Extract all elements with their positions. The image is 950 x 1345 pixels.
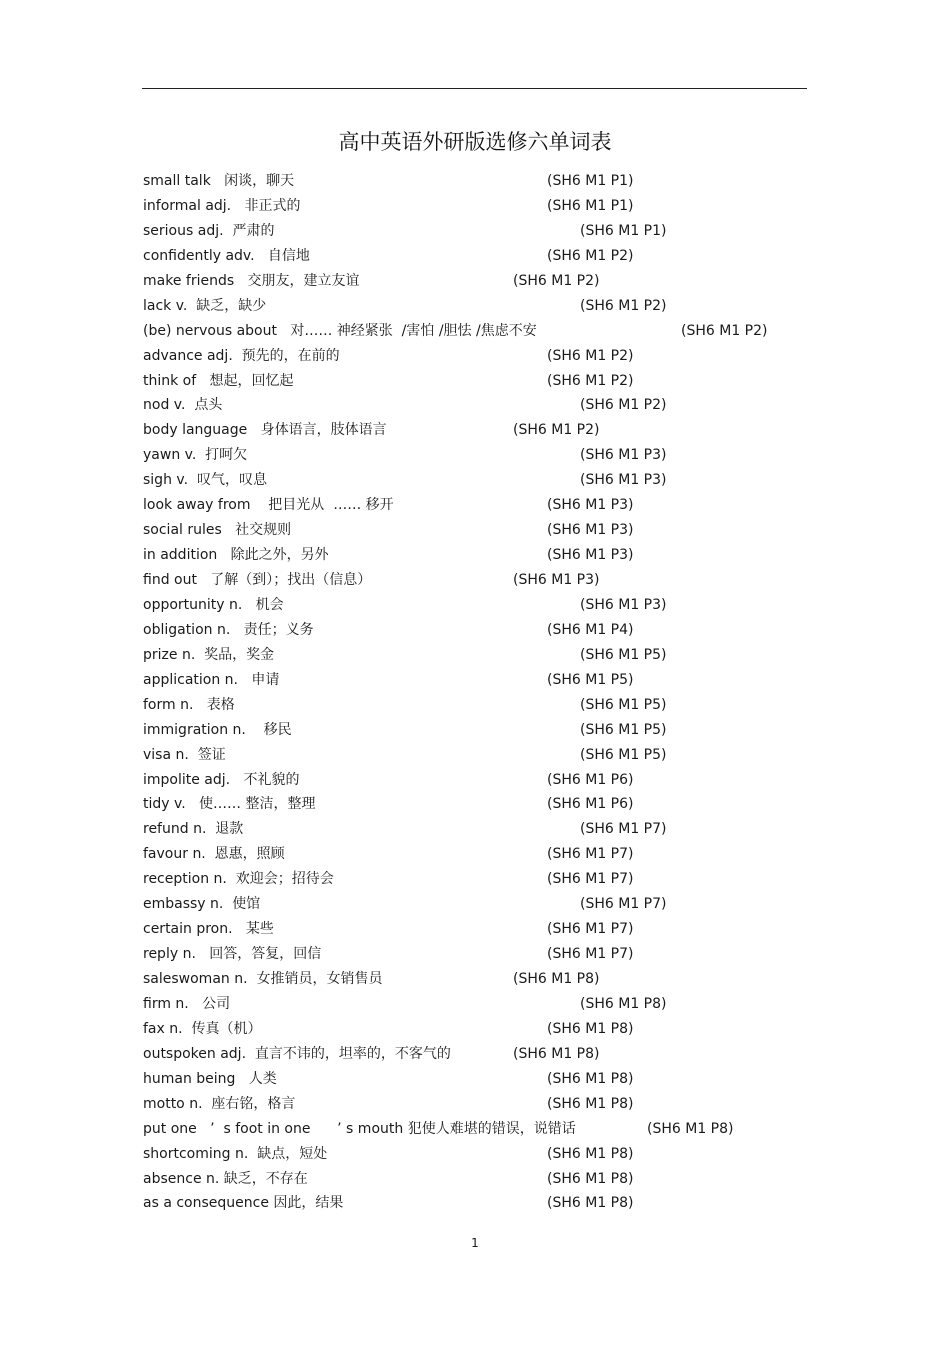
vocab-reference: (SH6 M1 P2) bbox=[547, 247, 634, 264]
vocab-term: obligation n. 责任；义务 bbox=[143, 621, 314, 638]
vocab-term: opportunity n. 机会 bbox=[143, 596, 284, 613]
vocab-entry bbox=[143, 792, 843, 817]
vocab-entry bbox=[143, 718, 843, 743]
vocab-entry bbox=[143, 1017, 843, 1042]
vocab-entry bbox=[143, 543, 843, 568]
vocab-entry bbox=[143, 593, 843, 618]
vocab-reference: (SH6 M1 P8) bbox=[547, 1145, 634, 1162]
vocab-reference: (SH6 M1 P3) bbox=[547, 547, 634, 564]
vocab-entry bbox=[143, 892, 843, 917]
vocab-reference: (SH6 M1 P7) bbox=[580, 896, 667, 913]
vocab-entry bbox=[143, 194, 843, 219]
vocab-reference: (SH6 M1 P3) bbox=[580, 596, 667, 613]
vocab-term: embassy n. 使馆 bbox=[143, 896, 261, 913]
vocab-term: in addition 除此之外，另外 bbox=[143, 547, 329, 564]
vocab-reference: (SH6 M1 P8) bbox=[580, 995, 667, 1012]
vocab-reference: (SH6 M1 P3) bbox=[513, 572, 600, 588]
vocab-term: favour n. 恩惠，照顾 bbox=[143, 846, 285, 863]
vocab-entry bbox=[143, 743, 843, 768]
vocab-reference: (SH6 M1 P5) bbox=[547, 671, 634, 688]
vocab-entry bbox=[143, 568, 843, 593]
vocab-entry bbox=[143, 643, 843, 668]
vocab-entry bbox=[143, 768, 843, 793]
vocab-entry bbox=[143, 219, 843, 244]
vocab-entry bbox=[143, 967, 843, 992]
vocab-reference: (SH6 M1 P8) bbox=[647, 1120, 734, 1137]
vocab-term: serious adj. 严肃的 bbox=[143, 222, 275, 239]
vocab-entry bbox=[143, 942, 843, 967]
vocab-entry bbox=[143, 518, 843, 543]
vocab-entry bbox=[143, 1142, 843, 1167]
vocab-term: look away from 把目光从 …… 移开 bbox=[143, 497, 394, 514]
vocab-reference: (SH6 M1 P3) bbox=[547, 497, 634, 514]
vocab-entry bbox=[143, 393, 843, 418]
vocabulary-list bbox=[143, 169, 843, 1216]
vocab-term: immigration n. 移民 bbox=[143, 721, 292, 738]
vocab-term: lack v. 缺乏，缺少 bbox=[143, 297, 267, 314]
vocab-reference: (SH6 M1 P5) bbox=[580, 696, 667, 713]
vocab-entry bbox=[143, 169, 843, 194]
vocab-reference: (SH6 M1 P7) bbox=[547, 871, 634, 888]
vocab-entry bbox=[143, 269, 843, 294]
vocab-reference: (SH6 M1 P6) bbox=[547, 771, 634, 788]
vocab-entry bbox=[143, 294, 843, 319]
vocab-reference: (SH6 M1 P7) bbox=[580, 821, 667, 838]
vocab-term: find out 了解（到）；找出（信息） bbox=[143, 572, 372, 588]
vocab-reference: (SH6 M1 P2) bbox=[681, 322, 768, 339]
vocab-entry bbox=[143, 369, 843, 394]
vocab-entry bbox=[143, 992, 843, 1017]
vocab-reference: (SH6 M1 P2) bbox=[580, 397, 667, 414]
vocab-entry bbox=[143, 817, 843, 842]
vocab-reference: (SH6 M1 P2) bbox=[513, 272, 600, 289]
vocab-term: put one ’ s foot in one ’ s mouth 犯使人难堪的错误，说错话 bbox=[143, 1120, 576, 1137]
vocab-term: visa n. 签证 bbox=[143, 746, 226, 763]
vocab-entry bbox=[143, 319, 843, 344]
vocab-term: human being 人类 bbox=[143, 1070, 277, 1087]
vocab-term: application n. 申请 bbox=[143, 671, 280, 688]
vocab-entry bbox=[143, 244, 843, 269]
vocab-reference: (SH6 M1 P1) bbox=[547, 197, 634, 214]
vocab-entry bbox=[143, 917, 843, 942]
vocab-entry bbox=[143, 1092, 843, 1117]
vocab-term: prize n. 奖品，奖金 bbox=[143, 646, 275, 663]
vocab-term: nod v. 点头 bbox=[143, 397, 223, 414]
vocab-reference: (SH6 M1 P2) bbox=[547, 347, 634, 364]
vocab-reference: (SH6 M1 P3) bbox=[547, 522, 634, 539]
vocab-reference: (SH6 M1 P1) bbox=[580, 222, 667, 239]
vocab-reference: (SH6 M1 P3) bbox=[580, 472, 667, 489]
vocab-reference: (SH6 M1 P8) bbox=[547, 1195, 634, 1212]
vocab-term: small talk 闲谈，聊天 bbox=[143, 173, 295, 189]
vocab-reference: (SH6 M1 P7) bbox=[547, 846, 634, 863]
page-number: 1 bbox=[471, 1236, 479, 1250]
vocab-term: body language 身体语言，肢体语言 bbox=[143, 422, 387, 439]
vocab-reference: (SH6 M1 P5) bbox=[580, 746, 667, 763]
vocab-reference: (SH6 M1 P3) bbox=[580, 447, 667, 464]
vocab-reference: (SH6 M1 P5) bbox=[580, 646, 667, 663]
vocab-entry bbox=[143, 468, 843, 493]
document-title: 高中英语外研版选修六单词表 bbox=[338, 130, 612, 154]
vocab-term: social rules 社交规则 bbox=[143, 522, 292, 539]
vocab-term: think of 想起，回忆起 bbox=[143, 372, 294, 389]
vocab-reference: (SH6 M1 P7) bbox=[547, 946, 634, 963]
vocab-reference: (SH6 M1 P8) bbox=[547, 1095, 634, 1112]
vocab-term: yawn v. 打呵欠 bbox=[143, 447, 248, 464]
vocab-reference: (SH6 M1 P2) bbox=[513, 422, 600, 439]
vocab-term: tidy v. 使…… 整洁，整理 bbox=[143, 796, 316, 813]
vocab-term: refund n. 退款 bbox=[143, 821, 244, 838]
vocab-term: as a consequence 因此，结果 bbox=[143, 1195, 344, 1212]
vocab-term: saleswoman n. 女推销员，女销售员 bbox=[143, 971, 383, 987]
vocab-term: shortcoming n. 缺点，短处 bbox=[143, 1145, 328, 1162]
vocab-entry bbox=[143, 1191, 843, 1216]
vocab-reference: (SH6 M1 P4) bbox=[547, 621, 634, 638]
vocab-entry bbox=[143, 668, 843, 693]
vocab-term: informal adj. 非正式的 bbox=[143, 197, 301, 214]
vocab-term: confidently adv. 自信地 bbox=[143, 247, 310, 264]
vocab-term: outspoken adj. 直言不讳的，坦率的，不客气的 bbox=[143, 1045, 451, 1062]
vocab-reference: (SH6 M1 P8) bbox=[547, 1170, 634, 1187]
vocab-term: fax n. 传真（机） bbox=[143, 1020, 262, 1037]
vocab-entry bbox=[143, 418, 843, 443]
vocab-entry bbox=[143, 693, 843, 718]
vocab-term: reception n. 欢迎会；招待会 bbox=[143, 871, 334, 888]
vocab-reference: (SH6 M1 P2) bbox=[547, 372, 634, 389]
vocab-reference: (SH6 M1 P1) bbox=[547, 173, 634, 189]
vocab-entry bbox=[143, 344, 843, 369]
vocab-reference: (SH6 M1 P7) bbox=[547, 921, 634, 938]
vocab-term: advance adj. 预先的，在前的 bbox=[143, 347, 340, 364]
vocab-entry bbox=[143, 618, 843, 643]
vocab-term: absence n. 缺乏，不存在 bbox=[143, 1170, 308, 1187]
vocab-reference: (SH6 M1 P8) bbox=[513, 1045, 600, 1062]
vocab-term: impolite adj. 不礼貌的 bbox=[143, 771, 300, 788]
vocab-reference: (SH6 M1 P8) bbox=[547, 1070, 634, 1087]
vocab-term: motto n. 座右铭，格言 bbox=[143, 1095, 296, 1112]
vocab-term: make friends 交朋友，建立友谊 bbox=[143, 272, 360, 289]
vocab-term: reply n. 回答，答复，回信 bbox=[143, 946, 322, 963]
vocab-entry bbox=[143, 1167, 843, 1192]
vocab-entry bbox=[143, 493, 843, 518]
top-rule bbox=[142, 88, 807, 89]
vocab-entry bbox=[143, 842, 843, 867]
vocab-entry bbox=[143, 867, 843, 892]
vocab-reference: (SH6 M1 P8) bbox=[513, 971, 600, 987]
vocab-term: sigh v. 叹气，叹息 bbox=[143, 472, 267, 489]
vocab-term: certain pron. 某些 bbox=[143, 921, 274, 938]
vocab-reference: (SH6 M1 P5) bbox=[580, 721, 667, 738]
vocab-reference: (SH6 M1 P2) bbox=[580, 297, 667, 314]
vocab-reference: (SH6 M1 P8) bbox=[547, 1020, 634, 1037]
vocab-entry bbox=[143, 1117, 843, 1142]
vocab-term: (be) nervous about 对…… 神经紧张 /害怕 /胆怯 /焦虑不安 bbox=[143, 322, 537, 339]
vocab-term: firm n. 公司 bbox=[143, 995, 231, 1012]
vocab-reference: (SH6 M1 P6) bbox=[547, 796, 634, 813]
vocab-entry bbox=[143, 1067, 843, 1092]
vocab-term: form n. 表格 bbox=[143, 696, 235, 713]
vocab-entry bbox=[143, 1042, 843, 1067]
vocab-entry bbox=[143, 443, 843, 468]
